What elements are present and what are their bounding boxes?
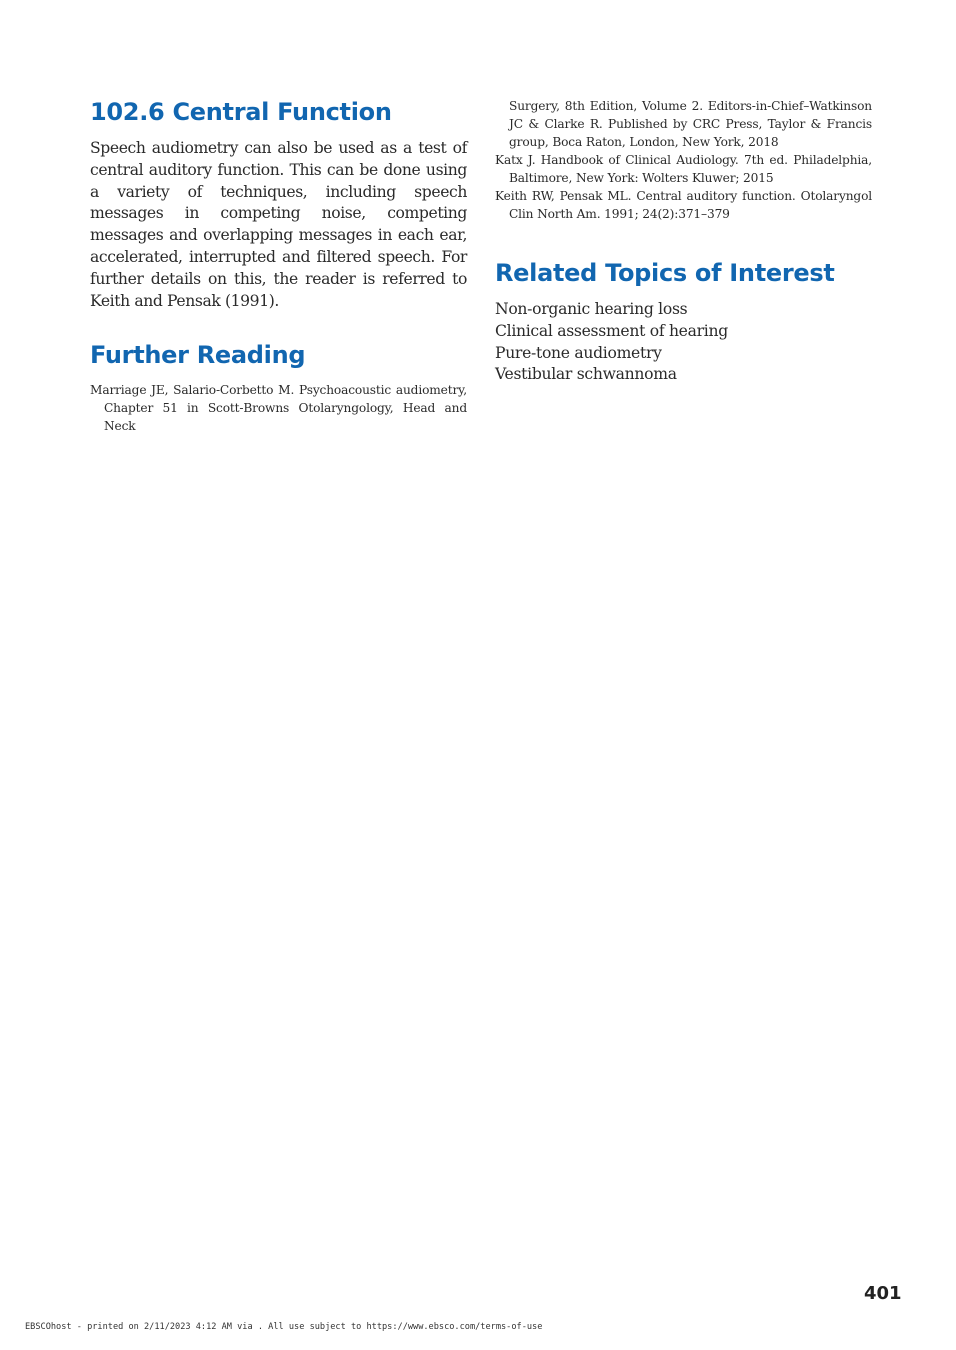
reference-item: Katx J. Handbook of Clinical Audiology. 7th ed. Philadelphia, Baltimore, New York: Wolters Kluwer; 2015 xyxy=(495,153,872,185)
reference-item: Marriage JE, Salario-Corbetto M. Psychoacoustic audiometry, Chapter 51 in Scott-Browns Otolaryngology, Head and Neck xyxy=(90,383,467,434)
page-number: 401 xyxy=(864,1283,902,1304)
related-topics-heading: Related Topics of Interest xyxy=(495,259,835,287)
related-topic-item: Non-organic hearing loss xyxy=(495,300,688,318)
further-reading-heading: Further Reading xyxy=(90,341,306,370)
related-topic-item: Vestibular schwannoma xyxy=(495,365,677,384)
related-topics-list xyxy=(495,299,872,386)
related-topic-item: Clinical assessment of hearing xyxy=(495,321,728,340)
left-column xyxy=(90,96,467,435)
related-topic-item: Pure-tone audiometry xyxy=(495,343,662,362)
section-heading-central-function: 102.6 Central Function xyxy=(90,98,392,126)
print-footer: EBSCOhost - printed on 2/11/2023 4:12 AM via . All use subject to https://www.ebsco.com/terms-of-use xyxy=(25,1322,543,1332)
reference-item: Keith RW, Pensak ML. Central auditory function. Otolaryngol Clin North Am. 1991; 24(2):371–379 xyxy=(495,189,872,221)
central-function-paragraph: Speech audiometry can also be used as a test of central auditory function. This can be done using a variety of techniques, including speech messages in competing noise, competing messages and overlapping messages in each ear, accelerated, interrupted and filtered speech. For further details on this, the reader is referred to Keith and Pensak (1991). xyxy=(90,139,467,310)
right-column xyxy=(495,97,872,386)
reference-item-continued: Surgery, 8th Edition, Volume 2. Editors-in-Chief–Watkinson JC & Clarke R. Published by CRC Press, Taylor & Francis group, Boca Raton, London, New York, 2018 xyxy=(509,99,872,149)
